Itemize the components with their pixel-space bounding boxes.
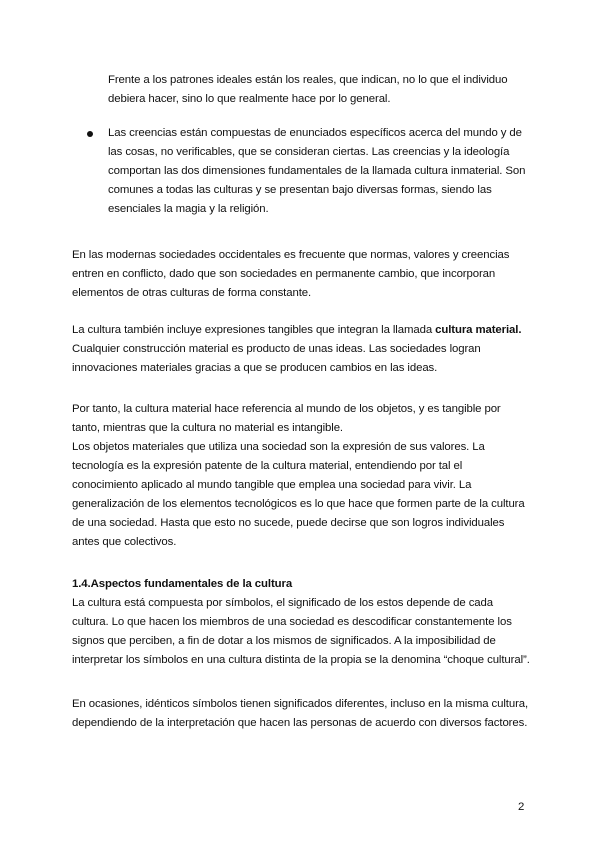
text-line: Cualquier construcción material es producto de unas ideas. Las sociedades logran — [72, 343, 481, 355]
text-line: comunes a todas las culturas y se presentan bajo diversas formas, siendo las — [108, 184, 492, 196]
text-line: tanto, mientras que la cultura no material es intangible. — [72, 422, 343, 434]
text-line: esenciales la magia y la religión. — [108, 203, 269, 215]
text-line: entren en conflicto, dado que son sociedades en permanente cambio, que incorporan — [72, 268, 496, 280]
text-run: La cultura también incluye expresiones tangibles que integran la llamada — [72, 324, 436, 336]
text-line: cultura. Lo que hacen los miembros de una sociedad es descodificar constantemente los — [72, 616, 512, 628]
text-line: elementos de otras culturas de forma constante. — [72, 287, 312, 299]
text-line: tecnología es la expresión patente de la cultura material, entendiendo por tal el — [72, 460, 463, 472]
bullet-icon — [87, 131, 93, 137]
text-line: Frente a los patrones ideales están los reales, que indican, no lo que el individuo — [108, 74, 508, 86]
bullet-item-beliefs — [108, 124, 548, 219]
paragraph-material-culture — [72, 321, 534, 378]
text-line: Por tanto, la cultura material hace referencia al mundo de los objetos, y es tangible por — [72, 403, 501, 415]
text-line: comportan las dos dimensiones fundamentales de la llamada cultura inmaterial. Son — [108, 165, 526, 177]
text-line: Las creencias están compuestas de enunciados específicos acerca del mundo y de — [108, 127, 522, 139]
section-aspects — [72, 575, 534, 670]
text-line: interpretar los símbolos en una cultura distinta de la propia se la denomina “choque cultural”. — [72, 654, 530, 666]
paragraph-identical-symbols — [72, 695, 534, 733]
text-line: de una sociedad. Hasta que esto no sucede, puede decirse que son logros individuales — [72, 517, 505, 529]
text-line: La cultura está compuesta por símbolos, el significado de los estos depende de cada — [72, 597, 494, 609]
text-line: antes que colectivos. — [72, 536, 177, 548]
section-heading: 1.4.Aspectos fundamentales de la cultura — [72, 578, 293, 590]
text-line: dependiendo de la interpretación que hacen las personas de acuerdo con diversos factores. — [72, 717, 528, 729]
text-line: debiera hacer, sino lo que realmente hace por lo general. — [108, 93, 391, 105]
paragraph-modern-societies — [72, 246, 534, 303]
bold-term: cultura material. — [435, 324, 522, 336]
text-line: En ocasiones, idénticos símbolos tienen significados diferentes, incluso en la misma cultura, — [72, 698, 529, 710]
text-line — [72, 321, 534, 340]
text-line: En las modernas sociedades occidentales es frecuente que normas, valores y creencias — [72, 249, 510, 261]
paragraph-ideal-patterns — [108, 71, 548, 109]
page-number: 2 — [518, 801, 525, 813]
text-line: signos que perciben, a fin de dotar a los mismos de significados. A la imposibilidad de — [72, 635, 496, 647]
paragraph-tangible-objects — [72, 400, 534, 552]
text-line: generalización de los elementos tecnológicos es lo que hace que formen parte de la cultura — [72, 498, 525, 510]
text-line: las cosas, no verificables, que se consideran ciertas. Las creencias y la ideología — [108, 146, 510, 158]
text-line: innovaciones materiales gracias a que se producen cambios en las ideas. — [72, 362, 438, 374]
text-line: Los objetos materiales que utiliza una sociedad son la expresión de sus valores. La — [72, 441, 485, 453]
text-line: conocimiento aplicado al mundo tangible que emplea una sociedad para vivir. La — [72, 479, 472, 491]
